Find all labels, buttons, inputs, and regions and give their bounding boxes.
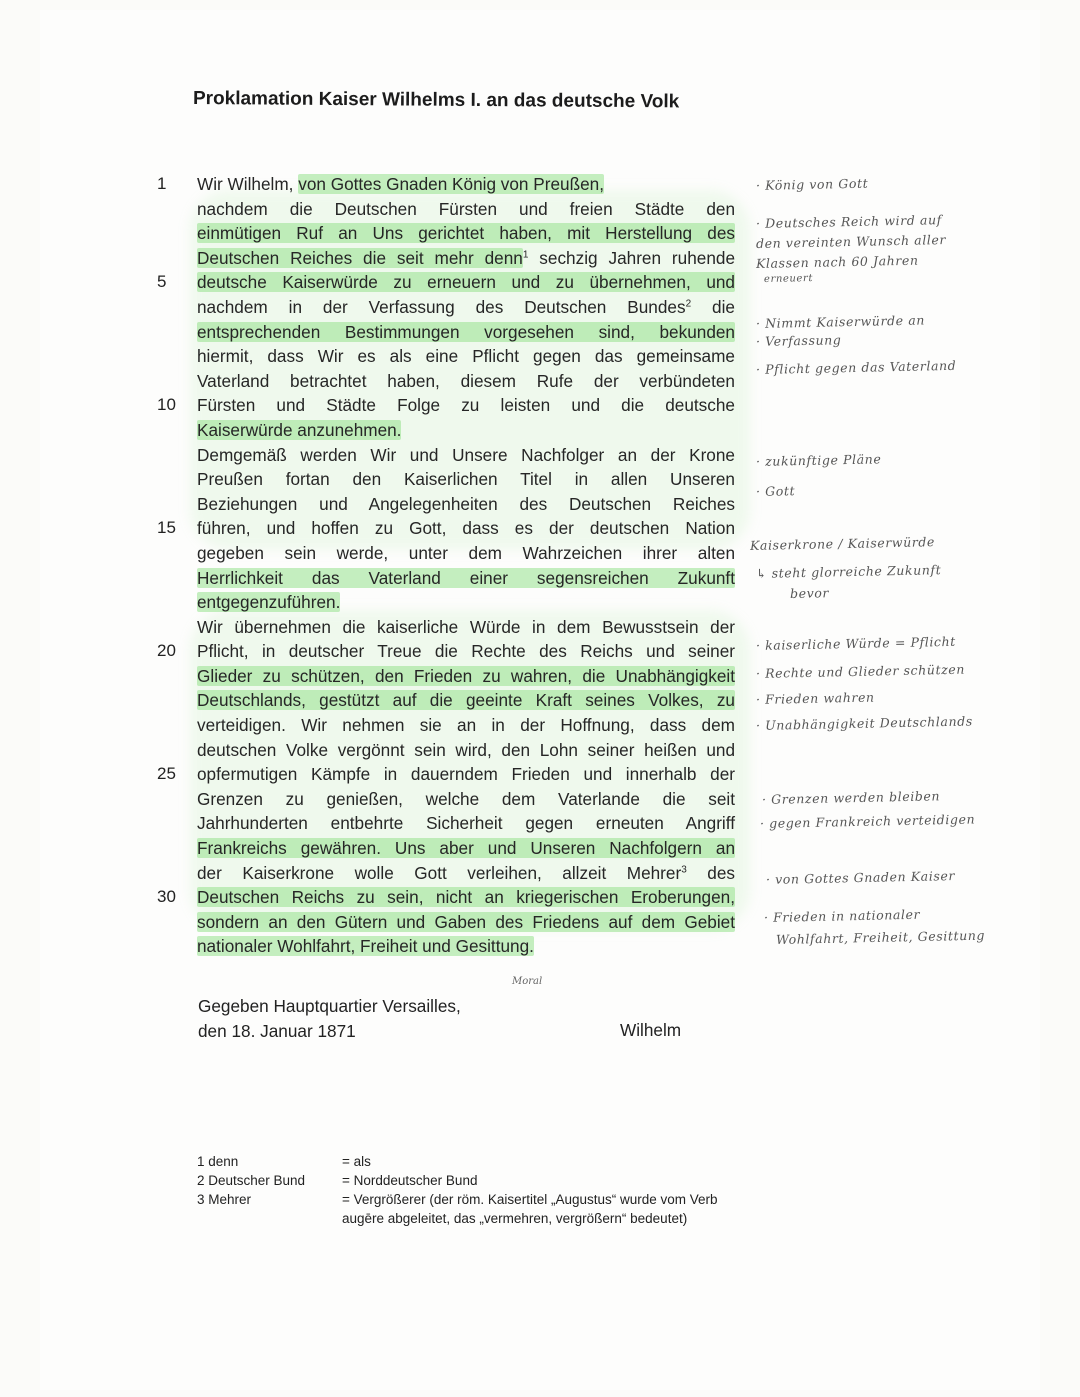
handwritten-note: Moral bbox=[512, 976, 543, 987]
highlighted-text: Herrlichkeit das Vaterland einer segensreichen Zukunft bbox=[197, 567, 735, 588]
footnotes bbox=[197, 1152, 722, 1228]
footnote-marker: 1 bbox=[522, 249, 529, 261]
text-line bbox=[197, 861, 735, 886]
text-line bbox=[197, 910, 735, 935]
text-segment: des bbox=[686, 862, 735, 883]
highlighted-text: Deutschlands, gestützt auf die geeinte Kraft seines Volkes, zu bbox=[197, 690, 735, 711]
handwritten-note: · gegen Frankreich verteidigen bbox=[759, 811, 976, 831]
highlighted-text: entgegenzuführen. bbox=[197, 592, 341, 613]
document-title: Proklamation Kaiser Wilhelms I. an das deutsche Volk bbox=[192, 88, 680, 113]
handwritten-note: · Rechte und Glieder schützen bbox=[755, 661, 966, 681]
text-line bbox=[197, 688, 735, 713]
highlighted-text: Deutschen Reiches die seit mehr denn bbox=[197, 247, 523, 268]
highlighted-text: nationaler Wohlfahrt, Freiheit und Gesittung. bbox=[197, 936, 534, 957]
handwritten-note: · Frieden in nationaler bbox=[763, 906, 921, 925]
footnote-row bbox=[197, 1171, 722, 1190]
text-line bbox=[157, 516, 735, 541]
text-line bbox=[157, 270, 735, 295]
handwritten-note: · Pflicht gegen das Vaterland bbox=[755, 357, 957, 377]
text-segment: die bbox=[691, 296, 735, 317]
line-number: 15 bbox=[157, 518, 176, 538]
text-line: verteidigen. Wir nehmen sie an in der Hoffnung, dass dem bbox=[197, 715, 735, 736]
signature: Wilhelm bbox=[620, 1020, 682, 1040]
text-line: nachdem die Deutschen Fürsten und freien Städte den bbox=[197, 198, 735, 219]
text-line: Preußen fortan den Kaiserlichen Titel in allen Unseren bbox=[197, 469, 735, 490]
text-line: Demgemäß werden Wir und Unsere Nachfolger an der Krone bbox=[197, 444, 735, 465]
text-line bbox=[157, 393, 735, 418]
closing-place: Gegeben Hauptquartier Versailles, bbox=[198, 996, 461, 1016]
text-line bbox=[197, 836, 735, 861]
text-segment: Pflicht, in deutscher Treue die Rechte des Reichs und seiner bbox=[197, 641, 735, 662]
text-line bbox=[197, 221, 735, 246]
footnote-term: 1 denn bbox=[197, 1154, 239, 1169]
text-segment: sechzig Jahren ruhende bbox=[528, 247, 736, 268]
text-segment: führen, und hoffen zu Gott, dass es der deutschen Nation bbox=[197, 518, 735, 539]
handwritten-note: Kaiserkrone / Kaiserwürde bbox=[749, 534, 936, 553]
line-number: 30 bbox=[157, 887, 176, 907]
proclamation-text bbox=[157, 172, 736, 959]
text-line bbox=[157, 762, 735, 787]
highlighted-text: sondern an den Gütern und Gaben des Friedens auf dem Gebiet bbox=[197, 911, 735, 932]
handwritten-note: · von Gottes Gnaden Kaiser bbox=[765, 868, 956, 887]
text-line: Vaterland betrachtet haben, diesem Rufe der verbündeten bbox=[197, 370, 735, 391]
handwritten-note: · zukünftige Pläne bbox=[755, 451, 882, 469]
footnote-marker: 2 bbox=[685, 298, 692, 310]
highlighted-text: von Gottes Gnaden König von Preußen, bbox=[298, 174, 604, 194]
handwritten-note: Wohlfahrt, Freiheit, Gesittung bbox=[775, 927, 986, 947]
handwritten-note: · Unabhängigkeit Deutschlands bbox=[755, 713, 973, 733]
highlighted-text: Frankreichs gewähren. Uns aber und Unseren Nachfolgern an bbox=[197, 838, 735, 859]
line-number: 1 bbox=[157, 174, 167, 193]
text-line bbox=[197, 418, 735, 443]
text-line bbox=[197, 295, 735, 320]
handwritten-note: · Nimmt Kaiserwürde an bbox=[755, 312, 926, 331]
text-line bbox=[197, 590, 735, 615]
footnote-marker: 3 bbox=[681, 863, 687, 875]
text-line: hiermit, dass Wir es als eine Pflicht gegen das gemeinsame bbox=[197, 346, 735, 367]
text-line bbox=[197, 664, 735, 689]
text-line: deutschen Volke vergönnt sein wird, den Lohn seiner heißen und bbox=[197, 739, 735, 760]
closing-block bbox=[198, 994, 461, 1044]
footnote-definition: = Vergrößerer (der röm. Kaisertitel „Augustus“ wurde vom Verb augēre abgeleitet, das „vermehren, vergrößern“ bedeutet) bbox=[342, 1192, 718, 1226]
highlighted-text: entsprechenden Bestimmungen vorgesehen sind, bekunden bbox=[197, 321, 735, 342]
highlighted-text: einmütigen Ruf an Uns gerichtet haben, mit Herstellung des bbox=[197, 223, 735, 244]
line-number: 5 bbox=[157, 272, 167, 292]
text-line: Jahrhunderten entbehrte Sicherheit gegen erneuten Angriff bbox=[197, 813, 735, 834]
text-line bbox=[197, 246, 735, 271]
footnote-definition: = Norddeutscher Bund bbox=[342, 1173, 478, 1188]
line-number: 25 bbox=[157, 764, 176, 784]
line-number: 20 bbox=[157, 641, 176, 661]
text-line bbox=[157, 639, 735, 664]
footnote-definition: = als bbox=[342, 1154, 371, 1169]
handwritten-note: · Gott bbox=[755, 483, 796, 499]
text-line: Wir übernehmen die kaiserliche Würde in dem Bewusstsein der bbox=[197, 616, 735, 637]
text-line bbox=[197, 566, 735, 591]
footnote-term: 3 Mehrer bbox=[197, 1192, 252, 1207]
highlighted-text: deutsche Kaiserwürde zu erneuern und zu übernehmen, und bbox=[197, 272, 735, 293]
highlighted-text: Deutschen Reichs zu sein, nicht an kriegerischen Eroberungen, bbox=[197, 887, 735, 908]
handwritten-note: Klassen nach 60 Jahren bbox=[755, 252, 919, 271]
line-number: 10 bbox=[157, 395, 176, 415]
handwritten-note: den vereinten Wunsch aller bbox=[755, 232, 947, 251]
text-segment: nachdem in der Verfassung des Deutschen Bundes bbox=[197, 296, 686, 317]
text-segment: der Kaiserkrone wolle Gott verleihen, allzeit Mehrer bbox=[197, 862, 682, 883]
text-segment: opfermutigen Kämpfe in dauerndem Frieden und innerhalb der bbox=[197, 764, 735, 785]
handwritten-note: · kaiserliche Würde = Pflicht bbox=[755, 633, 956, 653]
text-segment: Wir Wilhelm, bbox=[197, 174, 299, 194]
handwritten-note: · Grenzen werden bleiben bbox=[761, 788, 941, 807]
text-line bbox=[197, 320, 735, 345]
handwritten-note: ↳ steht glorreiche Zukunft bbox=[755, 562, 942, 581]
handwritten-note: · König von Gott bbox=[755, 175, 869, 193]
footnote-term: 2 Deutscher Bund bbox=[197, 1173, 306, 1188]
highlighted-text: Glieder zu schützen, den Frieden zu wahren, die Unabhängigkeit bbox=[197, 665, 735, 686]
closing-date: den 18. Januar 1871 bbox=[198, 1021, 356, 1041]
highlighted-text: Kaiserwürde anzunehmen. bbox=[197, 419, 402, 440]
footnote-row bbox=[197, 1152, 722, 1171]
handwritten-note: · Verfassung bbox=[755, 332, 842, 349]
footnote-row bbox=[197, 1190, 722, 1228]
handwritten-note: bevor bbox=[789, 585, 830, 601]
text-line bbox=[157, 172, 735, 197]
text-line bbox=[157, 885, 735, 910]
handwritten-note: · Frieden wahren bbox=[755, 689, 875, 707]
text-line bbox=[197, 934, 735, 959]
handwritten-note: erneuert bbox=[763, 272, 814, 285]
text-line: Grenzen zu genießen, welche dem Vaterlande die seit bbox=[197, 788, 735, 809]
text-line: gegeben sein werde, unter dem Wahrzeichen ihrer alten bbox=[197, 542, 735, 563]
handwritten-note: · Deutsches Reich wird auf bbox=[755, 212, 943, 231]
text-segment: Fürsten und Städte Folge zu leisten und die deutsche bbox=[197, 395, 735, 416]
text-line: Beziehungen und Angelegenheiten des Deutschen Reiches bbox=[197, 493, 735, 514]
